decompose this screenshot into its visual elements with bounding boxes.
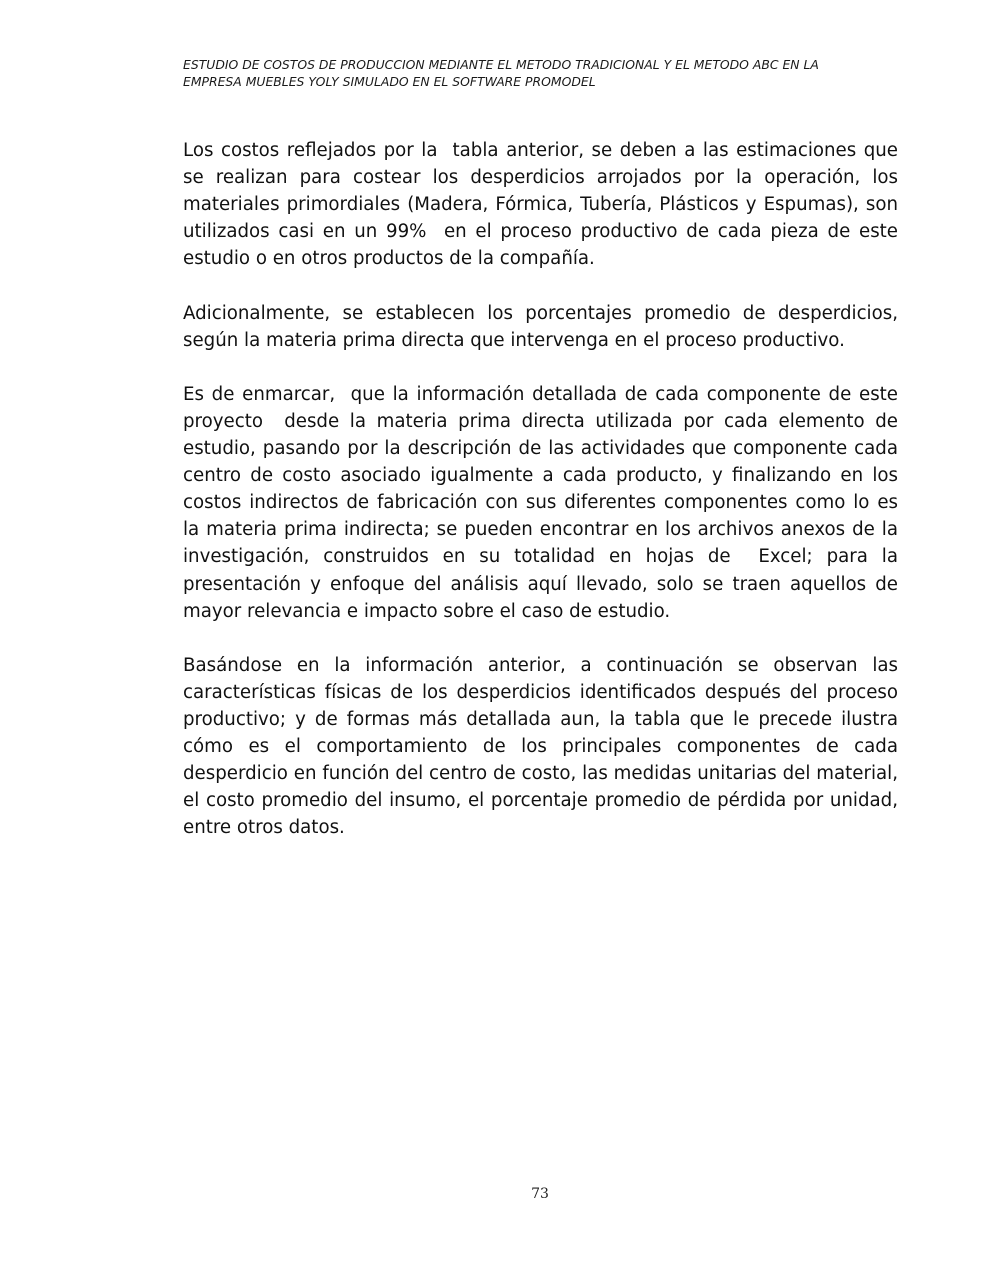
paragraph-4: Basándose en la información anterior, a continuación se observan las características físicas de los desperdicios identificados después del proceso productivo; y de formas más detallada aun, la tabla que le precede ilustra cómo es el comportamiento de los principales componentes de cada desperdicio en función del centro de costo, las medidas unitarias del material, el costo promedio del insumo, el porcentaje promedio de pérdida por unidad, entre otros datos. xyxy=(183,654,910,839)
header-line-1: ESTUDIO DE COSTOS DE PRODUCCION MEDIANTE EL METODO TRADICIONAL Y EL METODO ABC EN LA xyxy=(183,57,819,72)
paragraph-1: Los costos reflejados por la tabla anterior, se deben a las estimaciones que se realizan para costear los desperdicios arrojados por la operación, los materiales primordiales (Madera, Fórmica, Tubería, Plásticos y Espumas), son utilizados casi en un 99% en el proceso productivo de cada pieza de este estudio o en otros productos de la compañía. xyxy=(183,140,904,270)
document-body xyxy=(183,137,910,869)
running-header xyxy=(183,56,898,90)
paragraph-2: Adicionalmente, se establecen los porcentajes promedio de desperdicios, según la materia prima directa que intervenga en el proceso productivo. xyxy=(183,302,904,351)
page-number: 73 xyxy=(531,1186,549,1202)
paragraph-3: Es de enmarcar, que la información detallada de cada componente de este proyecto desde la materia prima directa utilizada por cada elemento de estudio, pasando por la descripción de las actividades que componente cada centro de costo asociado igualmente a cada producto, y finalizando en los costos indirectos de fabricación con sus diferentes componentes como lo es la materia prima indirecta; se pueden encontrar en los archivos anexos de la investigación, construidos en su totalidad en hojas de Excel; para la presentación y enfoque del análisis aquí llevado, solo se traen aquellos de mayor relevancia e impacto sobre el caso de estudio. xyxy=(183,383,904,622)
header-line-2: EMPRESA MUEBLES YOLY SIMULADO EN EL SOFTWARE PROMODEL xyxy=(183,74,596,89)
